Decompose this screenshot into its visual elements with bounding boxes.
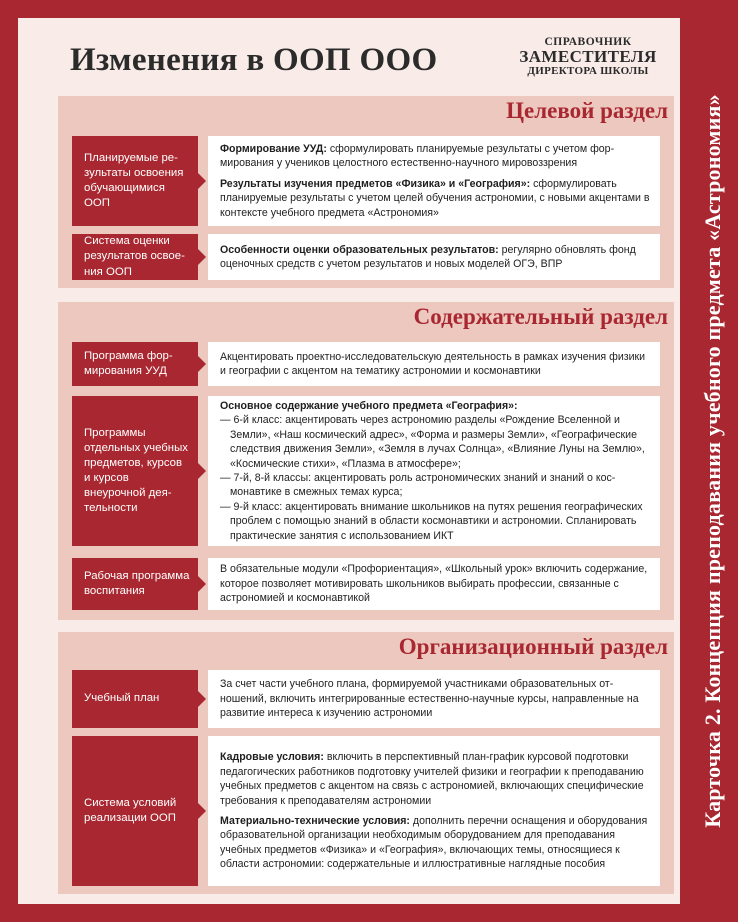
paragraph-text: Акцентировать проектно-исследовательскую деятельность в рамках изучения физики и географии с акцентом на тематику астрономии и космонавтики: [220, 350, 646, 377]
section-organizational: [58, 632, 674, 894]
row-label: Программа формирования УУД: [72, 342, 198, 386]
paragraph-text: регулярно обновлять фонд оценочных средств с учетом результатов и новых моделей ОГЭ, ВПР: [220, 243, 636, 270]
row-planned-results: [72, 136, 660, 226]
row-content: [208, 234, 660, 280]
row-assessment-system: [72, 234, 660, 280]
row-content: [208, 558, 660, 610]
section-target: [58, 96, 674, 288]
logo-line-1: СПРАВОЧНИК: [544, 36, 632, 48]
paragraph: [220, 142, 652, 171]
row-uud-program: [72, 342, 660, 386]
row-content: [208, 396, 660, 546]
card: [18, 18, 680, 904]
list-item: — 6-й класс: акцентировать через астрономию разделы «Рождение Вселенной и Земли», «Наш космический адрес», «Форма и размеры Земли», «Географические следствия движения Земли», «Земля в лучах Солнца», «Влияние Луны на Землю», «Космические стихи», «Плазма в атмосфере»;: [220, 414, 645, 470]
paragraph-text: В обязательные модули «Профориентация», «Школьный урок» включить содержание, которое позволяет мотивировать школьников выбирать профессии, связанные с астрономией и космонавтикой: [220, 563, 648, 605]
paragraph-heading: Особенности оценки образовательных результатов:: [220, 243, 499, 256]
paragraph-heading: Формирование УУД:: [220, 142, 327, 155]
grade-list: [220, 413, 652, 543]
paragraph-heading: Результаты изучения предметов «Физика» и «География»:: [220, 177, 531, 190]
row-implementation-conditions: [72, 736, 660, 886]
paragraph: [220, 750, 652, 808]
row-label: Рабочая программа воспитания: [72, 558, 198, 610]
paragraph-text: За счет части учебного плана, формируемой участниками образовательных отношений, включить интегрированные естественно-научные курсы, направленные на развитие интереса к изучению астрономии: [220, 678, 639, 720]
row-education-program: [72, 558, 660, 610]
section-title: Целевой раздел: [506, 98, 668, 123]
side-title: Карточка 2. Концепция преподавания учебного предмета «Астрономия»: [700, 94, 725, 828]
row-content: [208, 342, 660, 386]
row-content: [208, 736, 660, 886]
paragraph-heading: Материально-технические условия:: [220, 815, 410, 827]
publication-logo: [503, 36, 673, 77]
row-curriculum: [72, 670, 660, 728]
paragraph-heading: Основное содержание учебного предмета «География»:: [220, 399, 518, 412]
list-item: — 9-й класс: акцентировать внимание школьников на путях решения географических проблем с помощью знаний в области космонавтики и астрономии. Спланировать практические занятия с использованием ИКТ: [220, 500, 643, 542]
row-subject-programs: [72, 396, 660, 546]
header: [18, 18, 680, 96]
row-label: Программы отдельных учебных предметов, курсов и курсов внеурочной деятельности: [72, 396, 198, 546]
row-content: [208, 136, 660, 226]
row-label: Система условий реализации ООП: [72, 736, 198, 886]
paragraph-heading: Кадровые условия:: [220, 751, 324, 764]
section-content: [58, 302, 674, 620]
row-label: Учебный план: [72, 670, 198, 728]
logo-line-3: ДИРЕКТОРА ШКОЛЫ: [527, 64, 649, 77]
paragraph-text: сформулировать планируемые результаты с учетом целей обучения астрономии, с новыми акцентами в контексте учебного предмета «Астрономия»: [220, 177, 650, 219]
side-banner: [688, 0, 738, 922]
section-title: Содержательный раздел: [413, 304, 668, 329]
paragraph-text: сформулировать планируемые результаты с учетом формирования у учеников целостного естественно-научного мировоззрения: [220, 142, 615, 170]
paragraph: [220, 814, 652, 872]
logo-line-2: ЗАМЕСТИТЕЛЯ: [519, 47, 657, 67]
paragraph: [220, 399, 652, 413]
row-label: Система оценки результатов освоения ООП: [72, 234, 198, 280]
list-item: — 7-й, 8-й классы: акцентировать роль астрономических знаний и знаний о космонавтике в смежных темах курса;: [220, 472, 616, 499]
row-content: [208, 670, 660, 728]
paragraph: [220, 243, 652, 272]
paragraph: [220, 177, 652, 220]
section-title: Организационный раздел: [398, 634, 668, 659]
paragraph-text: дополнить перечни оснащения и оборудования образовательной организации необходимым оборудованием для преподавания учебных предметов «Физика» и «География», включающих темы, относящиеся к области астрономии: содержательные и иллюстративные наглядные пособия: [220, 815, 648, 871]
paragraph-text: включить в перспективный план-график курсовой подготовки педагогических работников подготовку учителей физики и географии к преподаванию учебных предметов с акцентом на связь с астрономией, включающих специфические требования к преподавателям астрономии: [220, 751, 644, 807]
row-label: Планируемые результаты освоения обучающимися ООП: [72, 136, 198, 226]
page-title: Изменения в ООП ООО: [70, 42, 438, 78]
